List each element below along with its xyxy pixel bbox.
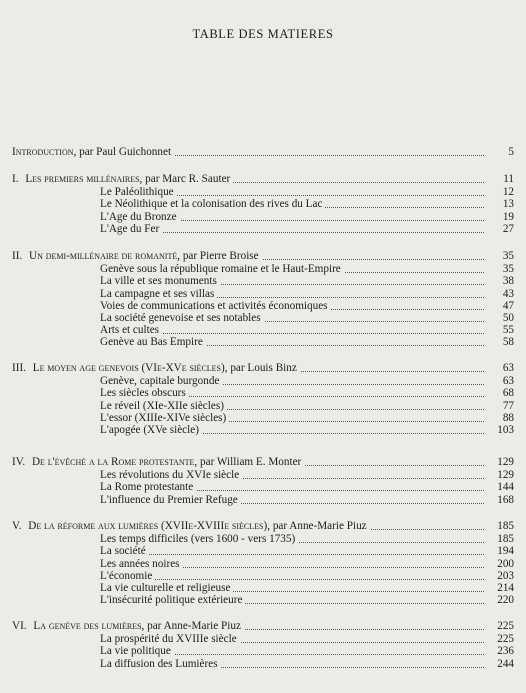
page-number: 77	[500, 400, 514, 413]
toc-entry	[0, 412, 526, 425]
intro-label: Introduction	[12, 146, 74, 158]
toc-section	[0, 173, 526, 186]
toc-entry-text	[100, 545, 149, 558]
toc-entry	[0, 223, 526, 236]
page-number: 27	[500, 223, 514, 236]
page-number: 200	[494, 558, 514, 571]
entry-label: La vie culturelle et religieuse	[100, 582, 231, 594]
entry-label: Les années noires	[100, 557, 180, 570]
toc-entry	[0, 633, 526, 646]
page-number: 194	[494, 545, 514, 558]
toc-entry-text	[100, 633, 240, 646]
toc-entry	[0, 658, 526, 671]
toc-entry	[0, 288, 526, 301]
toc-entry-text	[100, 288, 217, 301]
section-number: III.	[12, 362, 26, 374]
toc-section-text	[12, 362, 300, 375]
page-number: 58	[500, 336, 514, 349]
section-number: II.	[12, 250, 23, 262]
page-number: 168	[494, 494, 514, 507]
entry-label: L'insécurité politique extérieure	[100, 594, 243, 607]
entry-label: Le Néolithique et la colonisation des rives du Lac	[100, 198, 323, 211]
entry-label: La ville et ses monuments	[100, 275, 217, 288]
section-number: V.	[12, 520, 22, 532]
toc-entry	[0, 570, 526, 583]
page-number: 63	[500, 375, 514, 388]
section-author: , par Pierre Broise	[177, 250, 259, 262]
page-number: 144	[494, 481, 514, 494]
section-title: Le moyen age genevois (VIe-XVe siècles)	[32, 362, 225, 374]
toc-section	[0, 250, 526, 263]
toc-entry	[0, 263, 526, 276]
toc-entry-text	[100, 336, 206, 349]
section-title: De la réforme aux lumières (XVIIe-XVIIIe siècles)	[28, 520, 268, 532]
page-number: 12	[500, 186, 514, 199]
toc-entry-text	[100, 300, 331, 313]
toc-entry	[0, 312, 526, 325]
toc-entry-text	[100, 412, 229, 425]
toc-introduction	[0, 146, 526, 159]
entry-label: Les révolutions du XVIe siècle	[100, 469, 240, 482]
toc-entry	[0, 375, 526, 388]
section-author: , par William E. Monter	[194, 456, 302, 468]
toc-entry-text	[100, 312, 264, 325]
section-author: , par Anne-Marie Piuz	[141, 620, 241, 632]
entry-label: La Rome protestante	[100, 481, 194, 494]
toc-entry-text	[100, 400, 227, 413]
entry-label: L'apogée (XVe siècle)	[100, 424, 199, 436]
toc-section-text	[12, 250, 262, 263]
toc-section-text	[12, 456, 304, 469]
toc-entry	[0, 582, 526, 595]
section-author: , par Anne-Marie Piuz	[267, 520, 367, 532]
section-number: I.	[12, 173, 19, 185]
toc-entry-text	[100, 658, 221, 671]
entry-label: La diffusion des Lumières	[100, 657, 218, 670]
page-number: 203	[494, 570, 514, 583]
toc-entry-text	[100, 594, 245, 607]
page-number: 236	[494, 645, 514, 658]
toc-entry	[0, 324, 526, 337]
entry-label: La prospérité du XVIIIe siècle	[100, 633, 237, 646]
toc-entry	[0, 558, 526, 571]
toc-entry	[0, 336, 526, 349]
toc-entry	[0, 494, 526, 507]
page-number: 220	[494, 594, 514, 607]
page-number: 55	[500, 324, 514, 337]
toc-entry	[0, 387, 526, 400]
toc-entry	[0, 400, 526, 413]
section-author: , par Marc R. Sauter	[139, 173, 231, 185]
page-number: 214	[494, 582, 514, 595]
section-title: Les premiers millénaires	[25, 173, 140, 185]
page-number: 185	[494, 533, 514, 546]
entry-label: L'économie	[100, 569, 153, 582]
toc-entry	[0, 300, 526, 313]
entry-label: L'influence du Premier Refuge	[100, 493, 238, 506]
toc-entry-text	[100, 198, 325, 211]
toc-section-text	[12, 173, 233, 186]
entry-label: Les temps difficiles (vers 1600 - vers 1735)	[100, 533, 296, 546]
toc-entry-text	[100, 375, 222, 388]
toc-entry	[0, 545, 526, 558]
toc-entry-text	[100, 275, 220, 288]
section-title: Un demi-millénaire de romanité	[29, 250, 178, 262]
toc-entry-text	[100, 263, 344, 276]
toc-entry-text	[100, 424, 202, 437]
entry-label: L'essor (XIIIe-XIVe siècles)	[100, 411, 227, 424]
page-number: 38	[500, 275, 514, 288]
toc-section	[0, 620, 526, 633]
intro-author: , par Paul Guichonnet	[73, 146, 172, 158]
page-number: 244	[494, 658, 514, 671]
section-number: VI.	[12, 620, 27, 632]
toc-entry	[0, 533, 526, 546]
page-number: 185	[494, 520, 514, 533]
toc-entry-text	[100, 387, 189, 400]
toc-entry-text	[100, 494, 241, 507]
toc-entry-text	[100, 570, 155, 583]
toc-section	[0, 456, 526, 469]
dot-leader	[100, 554, 484, 555]
toc-entry-text	[100, 223, 162, 236]
toc-entry-text	[100, 186, 177, 199]
toc-entry	[0, 211, 526, 224]
entry-label: Genève au Bas Empire	[100, 336, 203, 349]
entry-label: Le Paléolithique	[100, 186, 174, 199]
toc-entry-text	[100, 469, 242, 482]
toc-entry	[0, 645, 526, 658]
entry-label: Arts et cultes	[100, 324, 160, 337]
page-number: 225	[494, 633, 514, 646]
toc-section-text	[12, 620, 244, 633]
toc-entry	[0, 424, 526, 437]
toc-entry-text	[100, 558, 183, 571]
section-number: IV.	[12, 456, 26, 468]
toc-section	[0, 520, 526, 533]
toc-section-text	[12, 520, 370, 533]
page-number: 129	[494, 469, 514, 482]
toc-entry-text	[100, 481, 196, 494]
page-number: 35	[500, 250, 514, 263]
entry-label: Genève sous la république romaine et le Haut-Empire	[100, 263, 341, 276]
toc-entry-text	[100, 582, 233, 595]
dot-leader	[100, 579, 484, 580]
toc-entry-text	[100, 211, 180, 224]
entry-label: Les siècles obscurs	[100, 387, 186, 400]
toc-introduction-text	[12, 146, 174, 159]
toc-entry	[0, 198, 526, 211]
entry-label: Voies de communications et activités économiques	[100, 299, 328, 312]
entry-label: L'Age du Bronze	[100, 210, 177, 223]
page-number: 88	[500, 412, 514, 425]
section-title: La genève des lumières	[33, 620, 142, 632]
page-title: TABLE DES MATIERES	[192, 27, 334, 41]
page-number: 129	[494, 456, 514, 469]
entry-label: Genève, capitale burgonde	[100, 375, 220, 388]
toc-entry	[0, 186, 526, 199]
page-number: 47	[500, 300, 514, 313]
section-author: , par Louis Binz	[224, 362, 297, 374]
toc-entry	[0, 594, 526, 607]
toc-entry	[0, 469, 526, 482]
page-number: 13	[500, 198, 514, 211]
page-number: 225	[494, 620, 514, 633]
toc-entry-text	[100, 533, 298, 546]
toc-entry-text	[100, 324, 162, 337]
page-number: 19	[500, 211, 514, 224]
page-number: 43	[500, 288, 514, 301]
entry-label: Le réveil (XIe-XIIe siècles)	[100, 399, 224, 412]
page-number: 63	[500, 362, 514, 375]
toc-entry	[0, 481, 526, 494]
section-title: De l'évêché a la Rome protestante	[31, 456, 195, 468]
entry-label: La société	[100, 545, 146, 558]
page-number: 35	[500, 263, 514, 276]
entry-label: L'Age du Fer	[100, 222, 160, 235]
toc-entry	[0, 275, 526, 288]
page-number: 11	[500, 173, 514, 186]
entry-label: La vie politique	[100, 645, 171, 658]
entry-label: La société genevoise et ses notables	[100, 312, 261, 324]
entry-label: La campagne et ses villas	[100, 287, 215, 300]
toc-section	[0, 362, 526, 375]
page-number: 5	[505, 146, 514, 159]
toc-entry-text	[100, 645, 174, 658]
page-number: 103	[494, 424, 514, 437]
page-number: 68	[500, 387, 514, 400]
page-number: 50	[500, 312, 514, 325]
